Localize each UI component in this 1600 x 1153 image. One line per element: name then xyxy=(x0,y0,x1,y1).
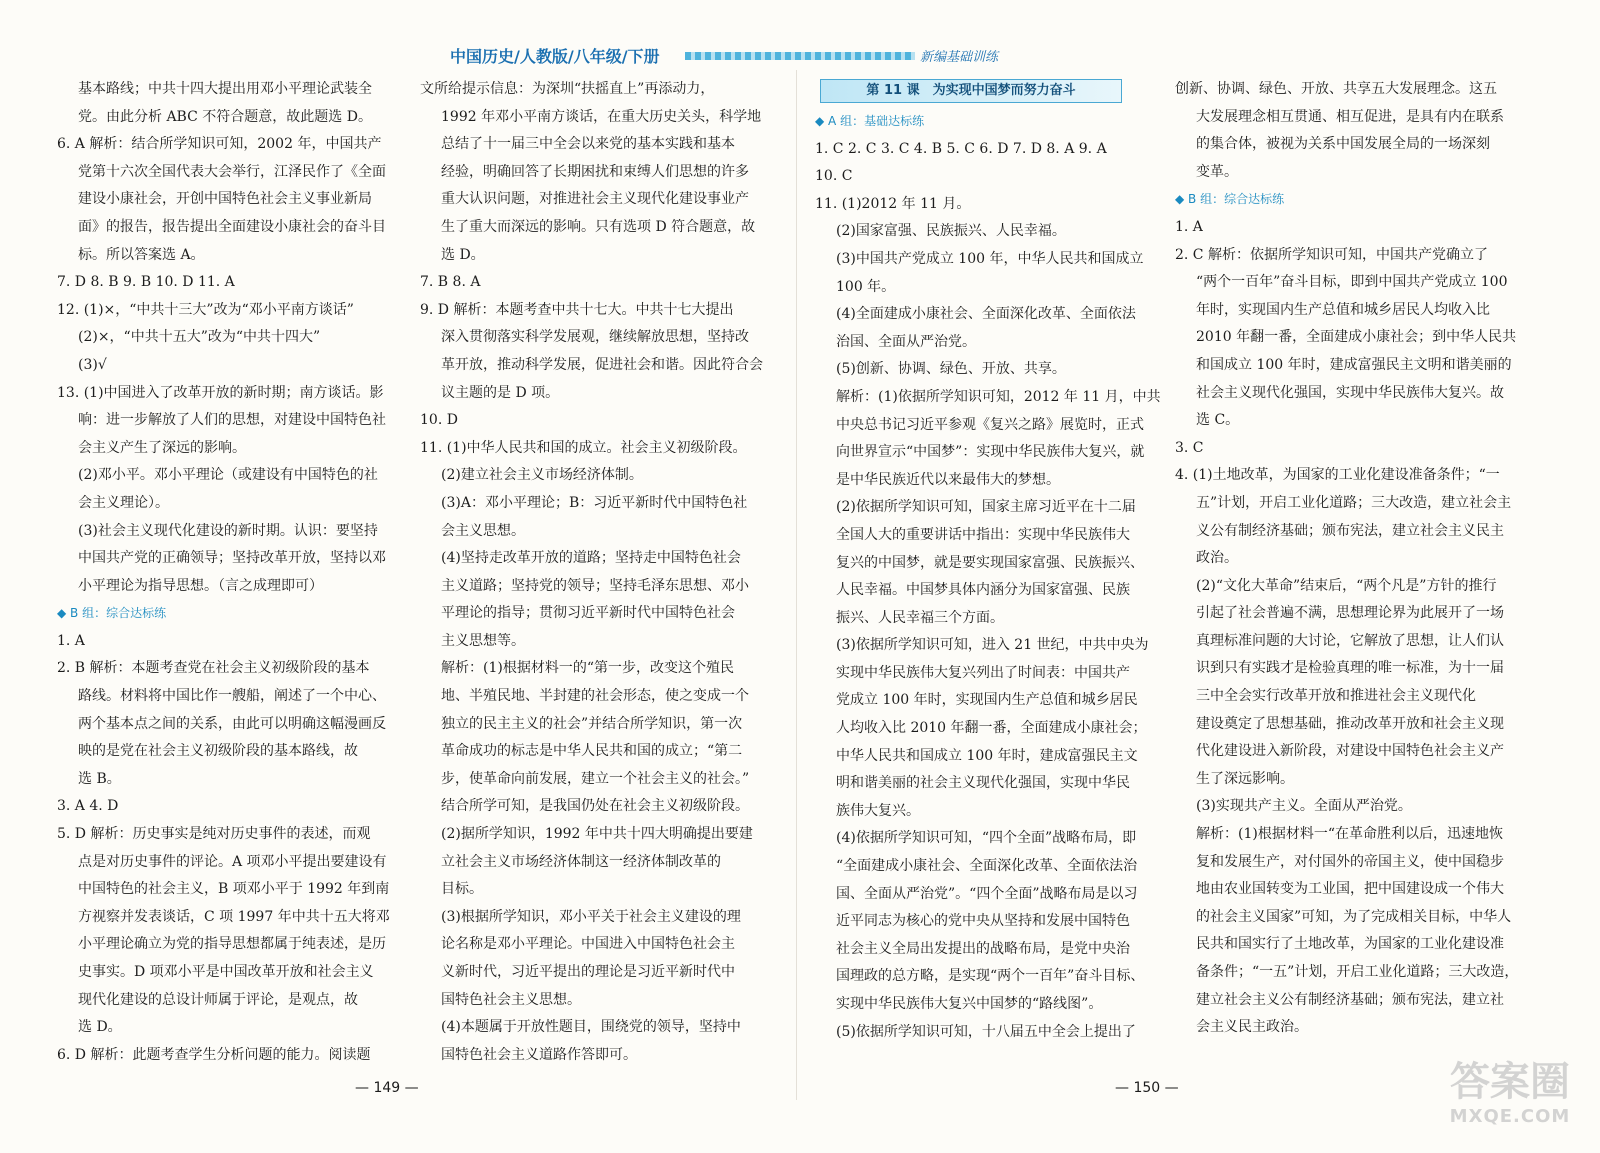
answer-line: (4)本题属于开放性题目，围绕党的领导，坚持中 xyxy=(441,1019,741,1036)
answer-line: (3)依据所学知识可知，进入 21 世纪，中共中央为 xyxy=(836,637,1149,654)
left-page-column-2 xyxy=(420,76,763,1069)
answer-line: 革开放，推动科学发展，促进社会和谐。因此符合会 xyxy=(441,356,763,373)
answer-line: 明和谐美丽的社会主义现代化强国，实现中华民 xyxy=(836,775,1130,792)
answer-line: 人均收入比 2010 年翻一番，全面建成小康社会； xyxy=(836,720,1147,737)
answer-line: (2)建立社会主义市场经济体制。 xyxy=(441,467,643,484)
answer-line: (2)“文化大革命”结束后，“两个凡是”方针的推行 xyxy=(1196,577,1497,594)
answer-line: 的社会主义国家”可知，为了完成相关目标，中华人 xyxy=(1196,908,1512,925)
answer-line: (5)创新、协调、绿色、开放、共享。 xyxy=(836,361,1066,378)
answer-line: 中国共产党的正确领导；坚持改革开放，坚持以邓 xyxy=(78,550,386,567)
answer-line: 总结了十一届三中全会以来党的基本实践和基本 xyxy=(441,136,735,153)
answer-line: 真理标准问题的大讨论，它解放了思想，让人们认 xyxy=(1196,632,1504,649)
answer-line: 创新、协调、绿色、开放、共享五大发展理念。这五 xyxy=(1175,81,1497,97)
right-page-column-2 xyxy=(1175,76,1519,1042)
answer-line: (2)邓小平。邓小平理论（或建设有中国特色的社 xyxy=(78,467,378,484)
answer-line: (2)依据所学知识可知，国家主席习近平在十二届 xyxy=(836,499,1136,516)
answer-line: 建立社会主义公有制经济基础；颁布宪法，建立社 xyxy=(1196,991,1504,1008)
page-number-right: — 150 — xyxy=(1115,1080,1179,1096)
answer-line: (5)依据所学知识可知，十八届五中全会上提出了 xyxy=(836,1023,1136,1040)
answer-line: 解析：(1)依据所学知识可知，2012 年 11 月，中共 xyxy=(836,388,1161,405)
answer-line: 年时，实现国内生产总值和城乡居民人均收入比 xyxy=(1196,301,1490,318)
answer-line: 6. A 解析：结合所学知识可知，2002 年，中国共产 xyxy=(57,136,382,153)
answer-line: 国理政的总方略，是实现“两个一百年”奋斗目标、 xyxy=(836,968,1145,985)
answer-line: 方视察并发表谈话，C 项 1997 年中共十五大将邓 xyxy=(78,908,390,925)
answer-line: 革命成功的标志是中华人民共和国的成立；“第二 xyxy=(441,743,743,760)
answer-line: (4)坚持走改革开放的道路；坚持走中国特色社会 xyxy=(441,550,741,567)
lesson-title-banner: 第 11 课 为实现中国梦而努力奋斗 xyxy=(820,79,1122,103)
answer-line: 实现中华民族伟大复兴列出了时间表：中国共产 xyxy=(836,664,1130,681)
answer-line: 1. C 2. C 3. C 4. B 5. C 6. D 7. D 8. A 9. A xyxy=(815,140,1107,157)
answer-line: 识到只有实践才是检验真理的唯一标准，为十一届 xyxy=(1196,660,1504,677)
answer-line: 立社会主义市场经济体制这一经济体制改革的 xyxy=(441,853,721,870)
answer-line: 重大认识问题，对推进社会主义现代化建设事业产 xyxy=(441,191,749,208)
answer-line: 面》的报告，报告提出全面建设小康社会的奋斗目 xyxy=(78,218,386,235)
answer-line: 选 D。 xyxy=(441,246,485,263)
answer-line: 解析：(1)根据材料一“在革命胜利以后，迅速地恢 xyxy=(1196,826,1503,843)
answer-line: 义新时代，习近平提出的理论是习近平新时代中 xyxy=(441,964,735,980)
answer-line: 社会主义现代化强国，实现中华民族伟大复兴。故 xyxy=(1196,384,1504,401)
answer-line: 11. (1)中华人民共和国的成立。社会主义初级阶段。 xyxy=(420,439,747,456)
answer-line: 10. C xyxy=(815,168,853,185)
answer-line: (3)社会主义现代化建设的新时期。认识：要坚持 xyxy=(78,522,378,539)
answer-line: 治国、全面从严治党。 xyxy=(836,333,976,350)
answer-line: 平理论的指导；贯彻习近平新时代中国特色社会 xyxy=(441,605,735,622)
answer-line: 是中华民族近代以来最伟大的梦想。 xyxy=(836,471,1060,488)
answer-line: 义公有制经济基础；颁布宪法，建立社会主义民主 xyxy=(1196,522,1504,539)
answer-line: 国特色社会主义道路作答即可。 xyxy=(441,1046,637,1063)
answer-line: 独立的民主主义的社会”并结合所学知识，第一次 xyxy=(441,715,743,732)
answer-line: 100 年。 xyxy=(836,278,896,295)
answer-line: 向世界宣示“中国梦”：实现中华民族伟大复兴，就 xyxy=(836,444,1145,461)
answer-line: 小平理论确立为党的指导思想都属于纯表述，是历 xyxy=(78,936,386,953)
answer-line: 五”计划，开启工业化道路；三大改造，建立社会主 xyxy=(1196,494,1512,511)
answer-line: 基本路线；中共十四大提出用邓小平理论武装全 xyxy=(78,81,372,97)
page-header xyxy=(450,44,1010,66)
answer-line: 主义道路；坚持党的领导；坚持毛泽东思想、邓小 xyxy=(441,577,749,594)
answer-line: 深入贯彻落实科学发展观，继续解放思想，坚持改 xyxy=(441,329,749,346)
answer-line: 复兴的中国梦，就是要实现国家富强、民族振兴、 xyxy=(836,554,1144,571)
answer-line: 建设小康社会，开创中国特色社会主义事业新局 xyxy=(78,191,372,208)
section-heading: ◆ A 组：基础达标练 xyxy=(815,114,925,128)
answer-line: 5. D 解析：历史事实是纯对历史事件的表述，而观 xyxy=(57,826,371,843)
answer-line: 的集合体，被视为关系中国发展全局的一场深刻 xyxy=(1196,136,1490,153)
answer-line: 主义思想等。 xyxy=(441,632,525,649)
answer-line: 三中全会实行改革开放和推进社会主义现代化 xyxy=(1196,688,1476,705)
answer-line: 党第十六次全国代表大会举行，江泽民作了《全面 xyxy=(78,163,386,180)
answer-line: 2010 年翻一番，全面建成小康社会；到中华人民共 xyxy=(1196,329,1517,346)
answer-line: (2)国家富强、民族振兴、人民幸福。 xyxy=(836,223,1066,240)
answer-line: 社会主义全局出发提出的战略布局，是党中央治 xyxy=(836,940,1130,957)
answer-line: 议主题的是 D 项。 xyxy=(441,384,560,401)
answer-line: (3)中国共产党成立 100 年，中华人民共和国成立 xyxy=(836,250,1144,267)
answer-line: 响：进一步解放了人们的思想，对建设中国特色社 xyxy=(78,412,386,429)
answer-line: 地、半殖民地、半封建的社会形态，使之变成一个 xyxy=(441,688,749,705)
answer-line: 备条件；“一五”计划，开启工业化道路；三大改造， xyxy=(1196,964,1519,980)
answer-line: 7. B 8. A xyxy=(420,274,481,291)
answer-line: 民共和国实行了土地改革，为国家的工业化建设准 xyxy=(1196,936,1504,953)
answer-line: 引起了社会普遍不满，思想理论界为此展开了一场 xyxy=(1196,605,1504,622)
answer-line: (4)依据所学知识可知，“四个全面”战略布局，即 xyxy=(836,830,1137,847)
answer-line: 变革。 xyxy=(1196,163,1238,180)
answer-line: 点是对历史事件的评论。A 项邓小平提出要建设有 xyxy=(78,853,387,870)
answer-line: 经验，明确回答了长期困扰和束缚人们思想的许多 xyxy=(441,163,749,180)
answer-line: 步，使革命向前发展，建立一个社会主义的社会。” xyxy=(441,770,750,787)
answer-line: (2)据所学知识，1992 年中共十四大明确提出要建 xyxy=(441,826,753,843)
answer-line: 实现中华民族伟大复兴中国梦的“路线图”。 xyxy=(836,996,1103,1012)
answer-line: 建设奠定了思想基础，推动改革开放和社会主义现 xyxy=(1196,715,1504,732)
answer-line: 复和发展生产，对付国外的帝国主义，使中国稳步 xyxy=(1196,853,1504,870)
answer-line: 史事实。D 项邓小平是中国改革开放和社会主义 xyxy=(78,964,374,980)
answer-line: 3. A 4. D xyxy=(57,798,119,815)
answer-line: 10. D xyxy=(420,412,458,429)
answer-line: 3. C xyxy=(1175,439,1204,456)
answer-line: 会主义理论）。 xyxy=(78,494,169,511)
answer-line: 标。所以答案选 A。 xyxy=(78,246,205,263)
answer-line: 地由农业国转变为工业国，把中国建设成一个伟大 xyxy=(1196,881,1504,898)
answer-line: 11. (1)2012 年 11 月。 xyxy=(815,195,971,212)
answer-line: (4)全面建成小康社会、全面深化改革、全面依法 xyxy=(836,306,1136,323)
answer-line: 振兴、人民幸福三个方面。 xyxy=(836,609,1004,626)
page-gutter xyxy=(796,70,797,1100)
answer-line: 国特色社会主义思想。 xyxy=(441,991,581,1008)
answer-line: 政治。 xyxy=(1196,550,1238,567)
answer-line: 6. D 解析：此题考查学生分析问题的能力。阅读题 xyxy=(57,1046,371,1063)
section-heading: ◆ B 组：综合达标练 xyxy=(57,606,167,621)
answer-line: 文所给提示信息：为深圳“扶摇直上”再添动力， xyxy=(420,81,715,97)
answer-line: 大发展理念相互贯通、相互促进，是具有内在联系 xyxy=(1196,108,1504,125)
answer-line: 2. C 解析：依据所学知识可知，中国共产党确立了 xyxy=(1175,246,1488,263)
answer-line: 选 B。 xyxy=(78,770,121,787)
answer-line: (3)实现共产主义。全面从严治党。 xyxy=(1196,798,1412,815)
left-page-column-1 xyxy=(57,76,390,1069)
right-page-column-1 xyxy=(815,108,1161,1046)
answer-line: 7. D 8. B 9. B 10. D 11. A xyxy=(57,274,235,291)
header-stripe xyxy=(685,52,915,60)
answer-line: 全国人大的重要讲话中指出：实现中华民族伟大 xyxy=(836,526,1130,543)
answer-line: 小平理论为指导思想。（言之成理即可） xyxy=(78,577,323,594)
answer-line: 中华人民共和国成立 100 年时，建成富强民主文 xyxy=(836,747,1138,764)
answer-line: 12. (1)×，“中共十三大”改为“邓小平南方谈话” xyxy=(57,301,354,318)
book-title: 中国历史/人教版/八年级/下册 xyxy=(450,47,660,66)
answer-line: 党成立 100 年时，实现国内生产总值和城乡居民 xyxy=(836,692,1138,709)
answer-line: 2. B 解析：本题考查党在社会主义初级阶段的基本 xyxy=(57,660,370,677)
answer-line: 两个基本点之间的关系，由此可以明确这幅漫画反 xyxy=(78,715,386,732)
answer-line: 现代化建设的总设计师属于评论，是观点，故 xyxy=(78,991,358,1008)
answer-line: 1. A xyxy=(1175,218,1203,235)
answer-line: 1. A xyxy=(57,632,85,649)
answer-line: 中央总书记习近平参观《复兴之路》展览时，正式 xyxy=(836,416,1144,433)
answer-line: 选 C。 xyxy=(1196,412,1240,429)
watermark-url: MXQE.COM xyxy=(1449,1106,1571,1127)
answer-line: (3)A：邓小平理论；B：习近平新时代中国特色社 xyxy=(441,494,748,511)
answer-line: 生了重大而深远的影响。只有选项 D 符合题意，故 xyxy=(441,218,756,235)
answer-line: (3)根据所学知识，邓小平关于社会主义建设的理 xyxy=(441,908,741,925)
answer-line: 代化建设进入新阶段，对建设中国特色社会主义产 xyxy=(1196,743,1504,760)
answer-line: 论名称是邓小平理论。中国进入中国特色社会主 xyxy=(441,936,735,953)
watermark-text: 答案圈 xyxy=(1450,1059,1570,1105)
answer-line: 人民幸福。中国梦具体内涵分为国家富强、民族 xyxy=(836,582,1130,599)
answer-line: 4. (1)土地改革，为国家的工业化建设准备条件；“一 xyxy=(1175,467,1500,484)
answer-line: 生了深远影响。 xyxy=(1196,770,1294,787)
answer-line: 路线。材料将中国比作一艘船，阐述了一个中心、 xyxy=(78,688,386,705)
answer-line: “两个一百年”奋斗目标，即到中国共产党成立 100 xyxy=(1196,274,1508,291)
series-name: 新编基础训练 xyxy=(920,50,999,65)
answer-line: 族伟大复兴。 xyxy=(836,802,920,819)
answer-line: 中国特色的社会主义，B 项邓小平于 1992 年到南 xyxy=(78,881,390,898)
answer-line: 和国成立 100 年时，建成富强民主文明和谐美丽的 xyxy=(1196,356,1512,373)
answer-line: 党。由此分析 ABC 不符合题意，故此题选 D。 xyxy=(78,108,372,125)
answer-line: 解析：(1)根据材料一的“第一步，改变这个殖民 xyxy=(441,660,734,677)
answer-line: 9. D 解析：本题考查中共十七大。中共十七大提出 xyxy=(420,301,734,318)
answer-line: 国、全面从严治党”。“四个全面”战略布局是以习 xyxy=(836,885,1138,902)
answer-line: 映的是党在社会主义初级阶段的基本路线，故 xyxy=(78,743,358,760)
answer-line: (3)√ xyxy=(78,356,107,373)
section-heading: ◆ B 组：综合达标练 xyxy=(1175,192,1285,207)
answer-line: (2)×，“中共十五大”改为“中共十四大” xyxy=(78,329,321,346)
answer-line: 会主义思想。 xyxy=(441,522,525,539)
answer-line: 目标。 xyxy=(441,881,483,898)
answer-line: “全面建成小康社会、全面深化改革、全面依法治 xyxy=(836,858,1138,875)
answer-line: 1992 年邓小平南方谈话，在重大历史关头，科学地 xyxy=(441,108,762,125)
answer-line: 近平同志为核心的党中央从坚持和发展中国特色 xyxy=(836,913,1130,930)
watermark-logo xyxy=(1440,1058,1580,1138)
answer-line: 会主义民主政治。 xyxy=(1196,1019,1308,1036)
answer-line: 13. (1)中国进入了改革开放的新时期；南方谈话。影 xyxy=(57,384,384,401)
answer-line: 选 D。 xyxy=(78,1019,122,1036)
page-number-left: — 149 — xyxy=(355,1080,419,1096)
answer-line: 结合所学可知，是我国仍处在社会主义初级阶段。 xyxy=(441,798,749,815)
answer-line: 会主义产生了深远的影响。 xyxy=(78,439,246,456)
